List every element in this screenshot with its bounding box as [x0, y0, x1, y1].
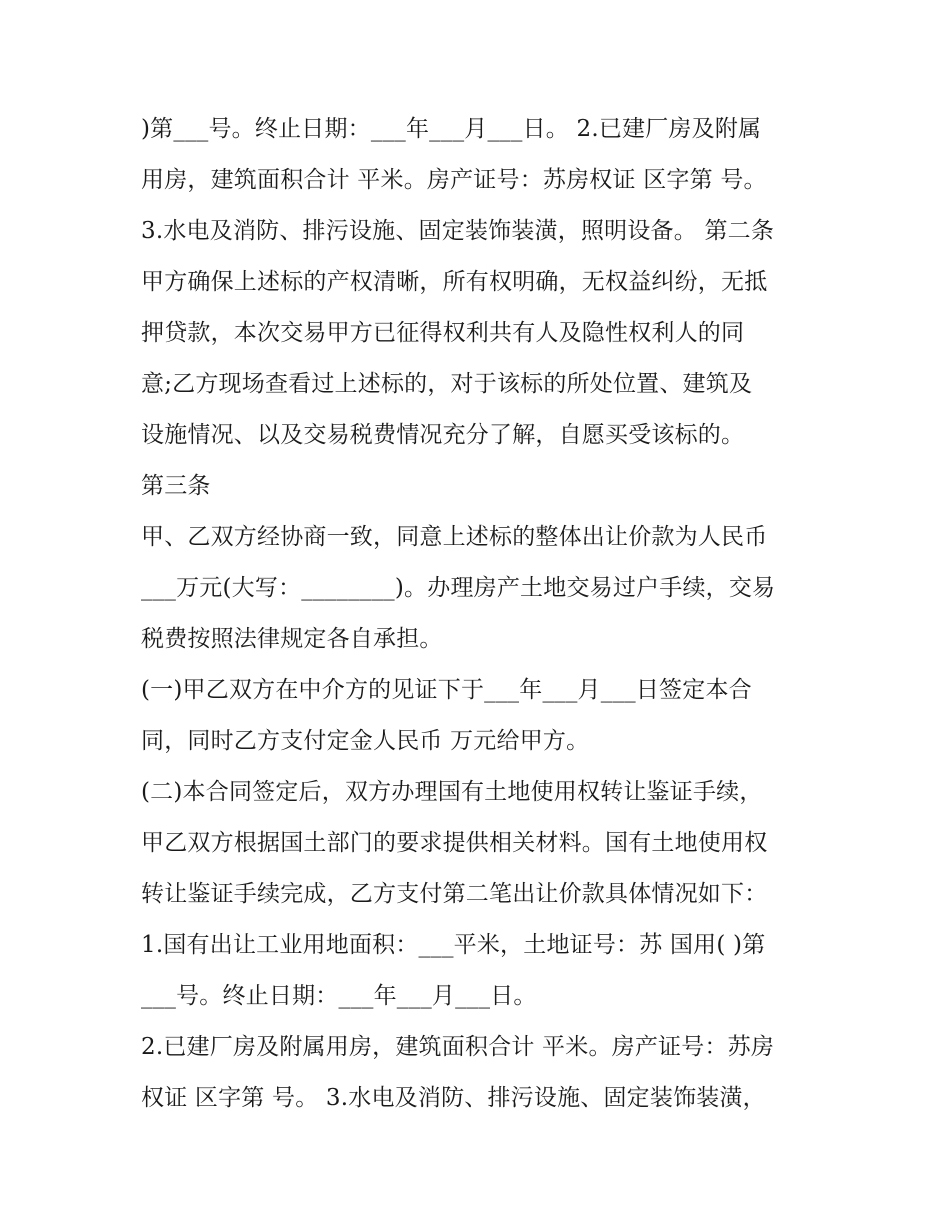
text-line: 意;乙方现场查看过上述标的，对于该标的所处位置、建筑及 — [141, 371, 753, 397]
text-line: 税费按照法律规定各自承担。 — [141, 626, 443, 652]
text-line: 押贷款，本次交易甲方已征得权利共有人及隐性权利人的同 — [141, 320, 745, 346]
text-line: 同，同时乙方支付定金人民币 万元给甲方。 — [141, 728, 590, 754]
text-line: 1.国有出让工业用地面积：___平米，土地证号：苏 国用( )第 — [141, 932, 766, 958]
text-line: (一)甲乙双方在中介方的见证下于___年___月___日签定本合 — [141, 677, 752, 703]
contract-text-body — [141, 104, 821, 1124]
text-line: )第___号。终止日期：___年___月___日。 2.已建厂房及附属 — [141, 116, 762, 142]
text-line: ___万元(大写：________)。办理房产土地交易过户手续，交易 — [141, 575, 776, 601]
text-line: 甲方确保上述标的产权清晰，所有权明确，无权益纠纷，无抵 — [141, 269, 768, 295]
text-line: 设施情况、以及交易税费情况充分了解，自愿买受该标的。 — [141, 422, 745, 448]
text-line: 甲、乙双方经协商一致，同意上述标的整体出让价款为人民币 — [141, 524, 768, 550]
text-line: 转让鉴证手续完成，乙方支付第二笔出让价款具体情况如下： — [141, 881, 768, 907]
text-line: 甲乙双方根据国土部门的要求提供相关材料。国有土地使用权 — [141, 830, 768, 856]
text-line: 权证 区字第 号。 3.水电及消防、排污设施、固定装饰装潢， — [141, 1085, 766, 1111]
text-line: ___号。终止日期：___年___月___日。 — [141, 983, 537, 1009]
text-line: 3.水电及消防、排污设施、固定装饰装潢，照明设备。 第二条 — [141, 218, 775, 244]
text-line: 2.已建厂房及附属用房，建筑面积合计 平米。房产证号：苏房 — [141, 1034, 775, 1060]
text-line: 用房，建筑面积合计 平米。房产证号：苏房权证 区字第 号。 — [141, 167, 767, 193]
section-heading: 第三条 — [141, 473, 211, 499]
text-line: (二)本合同签定后，双方办理国有土地使用权转让鉴证手续， — [141, 779, 763, 805]
